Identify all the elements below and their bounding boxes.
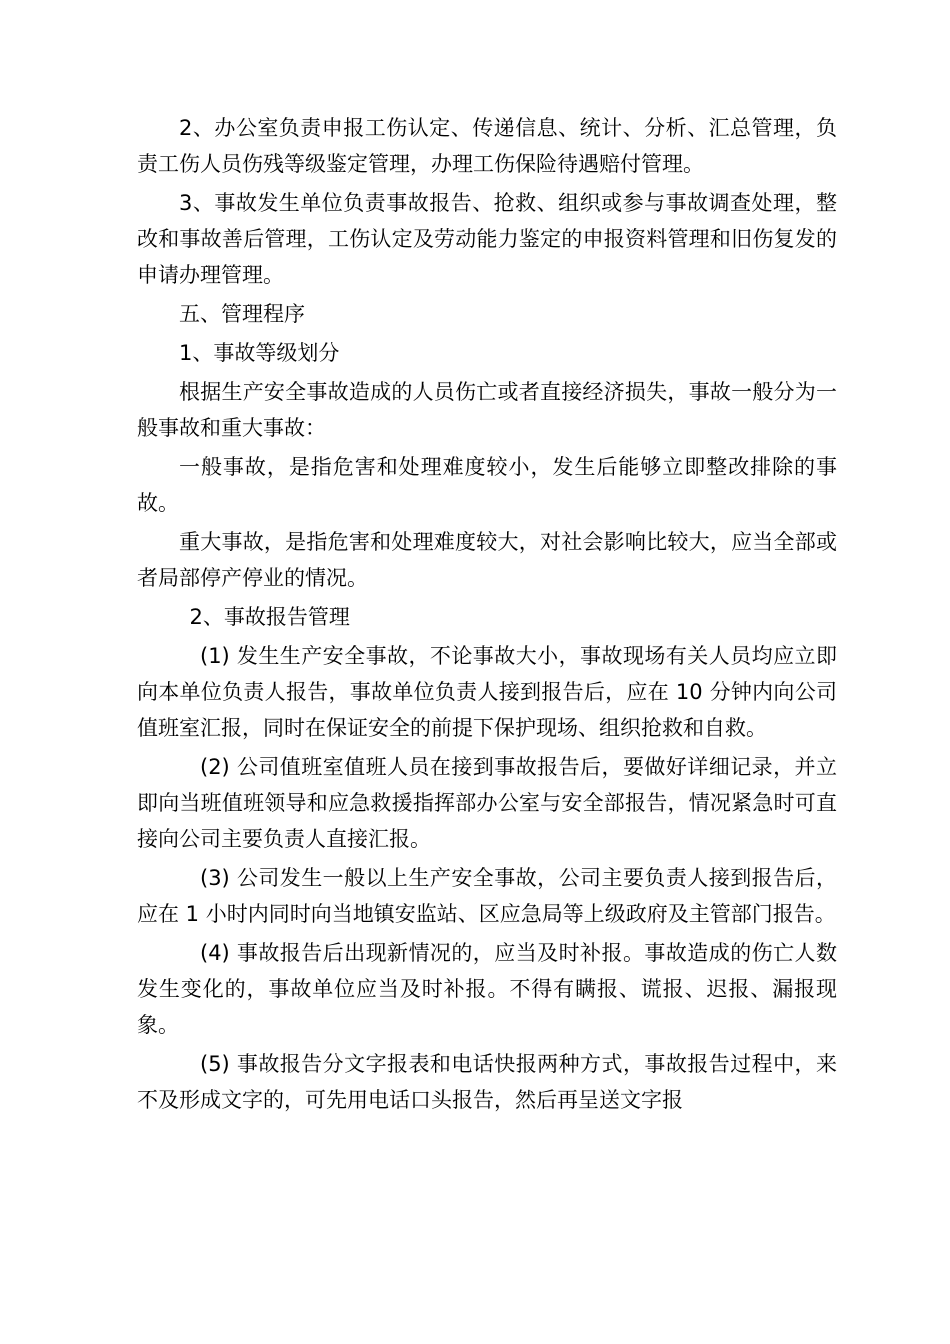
paragraph-report-item-1: (1) 发生生产安全事故，不论事故大小，事故现场有关人员均应立即向本单位负责人报告，事故单位负责人接到报告后，应在 10 分钟内向公司值班室汇报，同时在保证安全的前提下保护现场、组织抢救和自救。 — [137, 644, 837, 740]
paragraph-report-item-4: (4) 事故报告后出现新情况的，应当及时补报。事故造成的伤亡人数发生变化的，事故单位应当及时补报。不得有瞒报、谎报、迟报、漏报现象。 — [137, 941, 837, 1037]
paragraph-report-item-5: (5) 事故报告分文字报表和电话快报两种方式，事故报告过程中，来不及形成文字的，可先用电话口头报告，然后再呈送文字报 — [137, 1052, 837, 1112]
paragraph-major-accident: 重大事故，是指危害和处理难度较大，对社会影响比较大，应当全部或者局部停产停业的情况。 — [137, 530, 837, 590]
paragraph-report-item-2: (2) 公司值班室值班人员在接到事故报告后，要做好详细记录，并立即向当班值班领导和应急救援指挥部办公室与安全部报告，情况紧急时可直接向公司主要负责人直接汇报。 — [137, 755, 837, 851]
paragraph-general-accident: 一般事故，是指危害和处理难度较小，发生后能够立即整改排除的事故。 — [137, 455, 837, 515]
paragraph-classification-basis: 根据生产安全事故造成的人员伤亡或者直接经济损失，事故一般分为一般事故和重大事故： — [137, 380, 837, 440]
paragraph-accident-unit-duties: 3、事故发生单位负责事故报告、抢救、组织或参与事故调查处理，整改和事故善后管理，工伤认定及劳动能力鉴定的申报资料管理和旧伤复发的申请办理管理。 — [137, 191, 837, 287]
subheading-accident-classification: 1、事故等级划分 — [179, 341, 340, 365]
document-body — [137, 110, 837, 1118]
paragraph-report-item-3: (3) 公司发生一般以上生产安全事故，公司主要负责人接到报告后，应在 1 小时内同时向当地镇安监站、区应急局等上级政府及主管部门报告。 — [137, 866, 837, 926]
paragraph-office-duties: 2、办公室负责申报工伤认定、传递信息、统计、分析、汇总管理，负责工伤人员伤残等级鉴定管理，办理工伤保险待遇赔付管理。 — [137, 116, 837, 176]
section-heading-management-procedure: 五、管理程序 — [179, 302, 305, 326]
subheading-accident-reporting: 2、事故报告管理 — [189, 605, 350, 629]
